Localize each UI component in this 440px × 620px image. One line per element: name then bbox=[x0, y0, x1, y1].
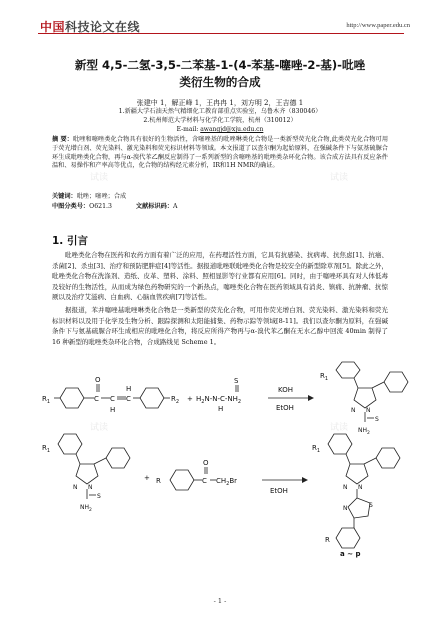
classification-line bbox=[52, 201, 388, 210]
section-heading: 1. 引言 bbox=[52, 235, 88, 247]
affiliation-2: 2.杭州师范大学材料与化学化工学院，杭州（310012） bbox=[143, 117, 297, 124]
watermark-4: 试读 bbox=[330, 423, 349, 433]
svg-text:R1: $R_1$ bbox=[312, 444, 321, 454]
doc-code-label: 文献标识码： bbox=[135, 203, 174, 210]
paper-title-line2: 类衍生物的合成 bbox=[179, 75, 261, 89]
svg-text:C: C bbox=[110, 395, 115, 403]
svg-text:N: N bbox=[358, 484, 363, 491]
svg-text:R1: $R_1$ bbox=[320, 372, 329, 382]
watermark-3: 试读 bbox=[90, 423, 109, 433]
watermark-1: 试读 bbox=[90, 173, 109, 183]
clc-label: 中图分类号： bbox=[52, 203, 90, 210]
email-label: E-mail: bbox=[176, 126, 199, 133]
svg-text:N: N bbox=[88, 484, 93, 491]
intro-paragraph-2: 据报道，苯并噻唑基吡唑啉类化合物是一类新型的荧光化合物，可用作荧光增白剂、荧光染料、激光染料和荧光标识材料以及用于化学及生物分析、跟踪探测和太阳能捕集、药物示踪等领域[8-11]。我们以查尔酮为原料，在强碱条件下与氨基硫脲合环生成相应的吡唑化合物，将反应所得产物再与α-溴代苯乙酮在无水乙醇中回流 40min 制得了 16 种新型的吡唑类杂环化合物，合成路线见 Scheme 1。 bbox=[52, 306, 388, 346]
svg-text:S: S bbox=[375, 416, 379, 423]
reagent-formula: $H_2N-N-C-NH_2$ bbox=[196, 395, 242, 405]
abstract-block bbox=[52, 136, 388, 171]
svg-text:H: H bbox=[126, 385, 132, 393]
svg-text:R1: $R_1$ bbox=[42, 444, 51, 454]
svg-text:N: N bbox=[73, 484, 78, 491]
keywords-line bbox=[52, 191, 126, 200]
site-url[interactable]: http://www.paper.edu.cn bbox=[346, 22, 410, 29]
logo-gray-text: 科技论文在线 bbox=[65, 20, 141, 34]
plus-sign-2: + bbox=[144, 474, 150, 482]
keywords-label: 关键词： bbox=[52, 193, 77, 200]
etoh-label-1: EtOH bbox=[276, 404, 294, 412]
pyrazoline-intermediate bbox=[42, 434, 130, 513]
svg-text:S: S bbox=[97, 493, 101, 500]
svg-text:C: C bbox=[202, 477, 207, 485]
svg-text:N: N bbox=[351, 407, 356, 414]
svg-text:CH2Br: $CH_2Br$ bbox=[216, 477, 238, 487]
header-rule bbox=[38, 33, 404, 34]
author-list: 张建中 1，解正峰 1，王冉冉 1，刘方明 2，王吉德 1 bbox=[136, 99, 304, 107]
plus-sign-1: + bbox=[187, 395, 193, 403]
thiosemicarbazide-structure bbox=[196, 377, 241, 413]
svg-text:S: S bbox=[369, 502, 373, 509]
koh-label: KOH bbox=[278, 386, 293, 394]
doc-code-value: A bbox=[173, 203, 178, 210]
r1-label: $R_1$ bbox=[42, 395, 51, 405]
svg-text:H: H bbox=[110, 406, 116, 414]
svg-text:H: H bbox=[218, 405, 224, 413]
svg-text:NH2: $NH_2$ bbox=[80, 504, 92, 513]
product-series-label: a ~ p bbox=[340, 550, 361, 558]
svg-text:NH2: $NH_2$ bbox=[358, 427, 370, 436]
keywords-text: 吡唑；噻唑；合成 bbox=[76, 193, 127, 200]
svg-text:N: N bbox=[343, 505, 348, 512]
svg-text:R: R bbox=[325, 536, 330, 544]
intro-paragraph-1: 吡唑类化合物在医药和农药方面有着广泛的应用，在药理活性方面，它具有抗感染、抗病毒、抗焦虑[1]、抗癌、杀菌[2]、杀虫[3]、治疗和预防肥胖症[4]等活性。据报道吡唑联吡唑类化合物是较安全的新型除草剂[5]。除此之外，吡唑类化合物在洗涤剂、造纸、皮革、塑料、涂料、照相显影等行业都有应用[6]。同时，由于噻唑环具有对人体低毒及较好的生物活性，从而成为绿色药物研究的一个新热点，噻唑类化合物在医药领域具有消炎、镇痛、抗肿瘤、抗惊厥以及治疗艾滋病、白血病、心脑血管疾病[7]等活性。 bbox=[52, 251, 388, 302]
svg-text:R: R bbox=[156, 477, 161, 485]
logo-red-text: 中国 bbox=[40, 20, 66, 34]
page-number: - 1 - bbox=[213, 597, 227, 605]
r2-label: $R_2$ bbox=[171, 395, 180, 405]
svg-text:O: O bbox=[203, 459, 209, 467]
thiazolyl-pyrazoline-product bbox=[312, 434, 400, 548]
watermark-2: 试读 bbox=[330, 173, 349, 183]
email-link[interactable]: awangjd@xju.edu.cn bbox=[200, 126, 264, 133]
abstract-text: 吡唑和噻唑类化合物具有很好的生物活性，含噻唑基的吡唑啉类化合物是一类新型荧光化合物,此类荧光化合物可用于荧光增白剂、荧光染料、激光染料和荧光标识材料等领域。本文报道了以查尔酮为起始原料，在强碱条件下与氨基硫脲合环生成吡唑类化合物，再与α-溴代苯乙酮反应制得了一系列新型的含噻唑基的吡唑类杂环化合物。该合成方法具有反应条件温和、易操作和产率高等优点，化合物的结构经元素分析，IR和1H NMR的确证。 bbox=[52, 136, 389, 170]
carbonyl-c: C bbox=[94, 395, 99, 403]
svg-text:N: N bbox=[343, 484, 348, 491]
reaction-scheme bbox=[40, 358, 410, 558]
oxygen-label: O bbox=[95, 376, 101, 384]
affiliation-1: 1.新疆大学石油天然气精细化工教育部重点实验室，乌鲁木齐（830046） bbox=[118, 108, 322, 115]
paper-title-line1: 新型 4,5-二氢-3,5-二苯基-1-(4-苯基-噻唑-2-基)-吡唑 bbox=[74, 58, 366, 72]
bromoacetophenone-structure bbox=[156, 459, 237, 490]
svg-text:C: C bbox=[126, 395, 131, 403]
email-line bbox=[40, 126, 400, 133]
clc-value: O621.3 bbox=[89, 203, 112, 210]
svg-text:N: N bbox=[366, 407, 371, 414]
abstract-label: 摘 要： bbox=[52, 136, 74, 143]
chalcone-structure bbox=[42, 376, 179, 414]
etoh-label-2: EtOH bbox=[270, 487, 288, 495]
svg-text:S: S bbox=[234, 377, 239, 385]
